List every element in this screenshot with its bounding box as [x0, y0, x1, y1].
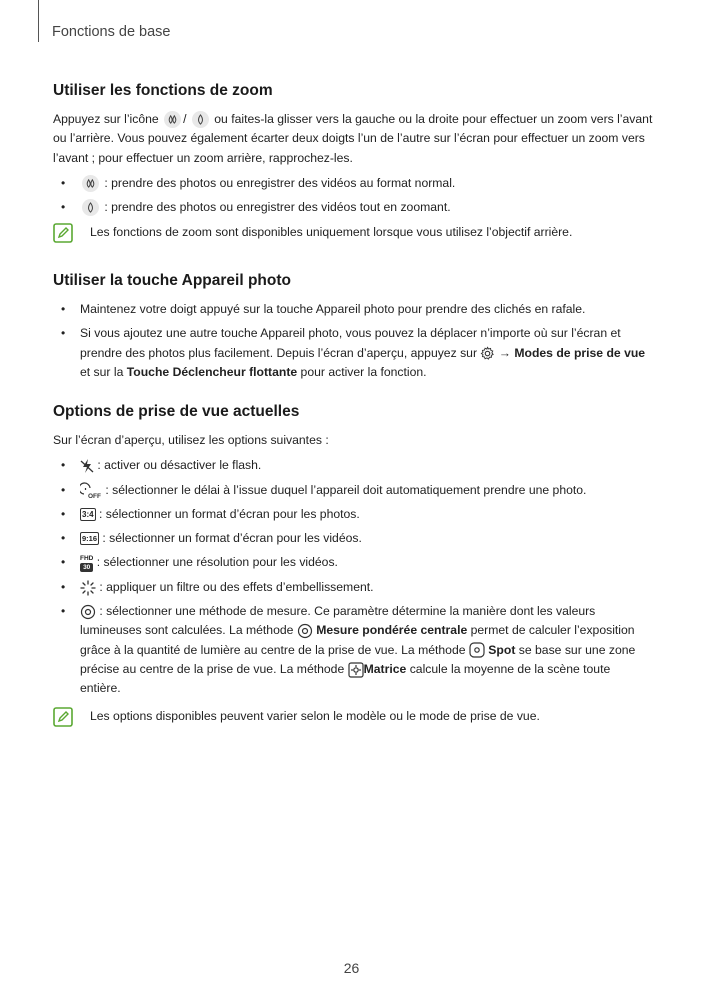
list-item: [53, 481, 653, 500]
shutter-bullet-1: Maintenez votre doigt appuyé sur la touche Appareil photo pour prendre des clichés en rafale.: [80, 302, 586, 316]
bullet: •: [61, 458, 66, 473]
shooting-modes-label: Modes de prise de vue: [514, 345, 646, 360]
matrix-label: Matrice: [363, 661, 407, 676]
metering-spot-icon: [469, 642, 485, 658]
list-item: [53, 456, 653, 475]
bullet: •: [61, 302, 66, 316]
ratio-icon: 3:4: [82, 510, 94, 520]
shutter-section: [53, 272, 653, 382]
zoom-bullet-tele: : prendre des photos ou enregistrer des vidéos tout en zoomant.: [101, 200, 451, 215]
ratio-text: : sélectionner un format d’écran pour les photos.: [95, 506, 360, 521]
bullet: •: [61, 482, 66, 497]
gear-icon: [480, 346, 495, 361]
arrow-separator: →: [495, 345, 515, 360]
shutter-heading: Utiliser la touche Appareil photo: [53, 272, 291, 289]
list-item: [53, 198, 653, 217]
shutter-bullet-2-start: Si vous ajoutez une autre touche Appareil photo, vous pouvez la déplacer n’importe où sur l’écran et prendre des photos plus facilement. Depuis l’écran d’aperçu, appuyez sur: [80, 326, 621, 360]
page-number: 26: [343, 960, 360, 976]
note-icon: [53, 707, 73, 733]
shutter-bullet-2-end: pour activer la fonction.: [297, 364, 427, 379]
bullet: •: [61, 326, 66, 341]
list-item: [53, 602, 653, 698]
zoom-section: [53, 82, 653, 243]
metering-text-d: calcule la moyenne de la scène toute entière.: [80, 661, 611, 696]
note: [53, 223, 653, 242]
list-item: [53, 300, 653, 319]
bullet: •: [61, 175, 66, 190]
bullet: •: [61, 506, 66, 521]
video-ratio-icon: 9:16: [82, 534, 98, 544]
zoom-intro-end: ou faites-la glisser vers la gauche ou la droite pour effectuer un zoom vers l’avant ou l’arrière. Vous pouvez également écarter deux doigts l’un de l’autre sur l’écran pour effectuer un zoom vers l’avant ; pour effectuer un zoom arrière, rapprochez-les.: [53, 112, 653, 165]
options-note-text: Les options disponibles peuvent varier selon le modèle ou le mode de prise de vue.: [90, 708, 540, 723]
metering-center-icon: [297, 623, 313, 639]
metering-text-b: permet de calculer l’exposition grâce à la quantité de lumière au centre de la prise de vue. La méthode: [80, 623, 635, 657]
video-resolution-icon: [80, 555, 93, 572]
svg-text:OFF: OFF: [88, 492, 101, 499]
flash-text: : activer ou désactiver le flash.: [94, 458, 262, 473]
video-ratio-text: : sélectionner un format d’écran pour les vidéos.: [99, 531, 362, 546]
normal-zoom-icon: [164, 111, 181, 128]
resolution-label: FHD: [80, 554, 94, 562]
bullet: •: [61, 531, 66, 546]
shutter-bullet-2-mid: et sur la: [80, 364, 127, 379]
spot-label: Spot: [488, 642, 516, 657]
metering-matrix-icon: [348, 662, 364, 678]
center-weighted-label: Mesure pondérée centrale: [316, 623, 468, 638]
fps-label: 30: [80, 563, 93, 572]
header-rule: [38, 0, 39, 42]
tele-zoom-icon: [82, 199, 99, 216]
flash-off-icon: [80, 458, 94, 474]
options-intro: Sur l’écran d’aperçu, utilisez les options suivantes :: [53, 433, 329, 447]
metering-text-a: : sélectionner une méthode de mesure. Ce paramètre détermine la manière dont les valeurs lumineuses sont calculées. La méthode: [80, 604, 596, 638]
list-item: [53, 324, 653, 382]
list-item: [53, 174, 653, 193]
options-heading: Options de prise de vue actuelles: [53, 403, 300, 420]
list-item: [53, 505, 653, 524]
bullet: •: [61, 579, 66, 594]
zoom-intro-slash: /: [183, 112, 187, 126]
zoom-note-text: Les fonctions de zoom sont disponibles uniquement lorsque vous utilisez l’objectif arrière.: [90, 225, 573, 240]
tele-zoom-icon: [192, 111, 209, 128]
zoom-heading: Utiliser les fonctions de zoom: [53, 82, 273, 99]
zoom-intro-start: Appuyez sur l’icône: [53, 112, 159, 126]
bullet: •: [61, 604, 66, 619]
note: [53, 707, 653, 726]
note-icon: [53, 223, 73, 249]
zoom-bullet-normal: : prendre des photos ou enregistrer des vidéos au format normal.: [101, 175, 456, 190]
list-item: [53, 578, 653, 597]
resolution-text: : sélectionner une résolution pour les vidéos.: [93, 555, 338, 570]
header-title: Fonctions de base: [52, 24, 171, 40]
filter-text: : appliquer un filtre ou des effets d’embellissement.: [96, 579, 374, 594]
metering-text-c: se base sur une zone précise au centre de la prise de vue. La méthode: [80, 642, 636, 676]
floating-shutter-label: Touche Déclencheur flottante: [126, 364, 298, 379]
options-section: [53, 403, 653, 726]
list-item: [53, 553, 653, 572]
normal-zoom-icon: [82, 175, 99, 192]
timer-text: : sélectionner le délai à l’issue duquel l’appareil doit automatiquement prendre une photo.: [102, 482, 587, 497]
metering-center-icon: [80, 604, 96, 620]
timer-off-icon: [80, 482, 102, 499]
bullet: •: [61, 555, 66, 570]
zoom-intro: [53, 110, 653, 168]
bullet: •: [61, 200, 66, 215]
list-item: [53, 529, 653, 548]
filter-icon: [80, 580, 96, 596]
